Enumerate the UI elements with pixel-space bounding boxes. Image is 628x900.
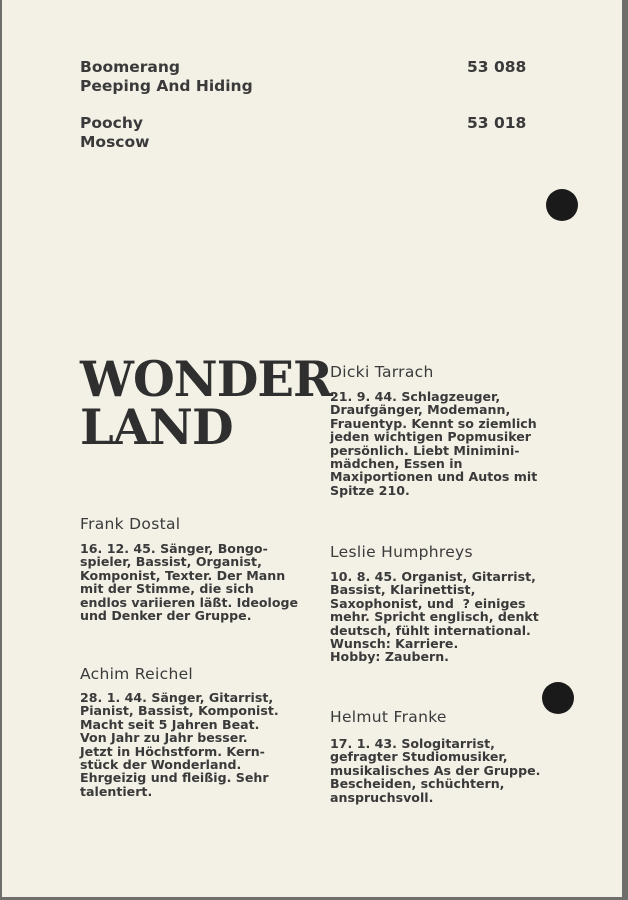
wonderland-logo: [80, 350, 337, 456]
punch-hole-top: [546, 189, 578, 221]
record-1-b-side: Peeping And Hiding: [80, 77, 253, 95]
member-name-helmut-franke: Helmut Franke: [330, 708, 447, 726]
member-name-frank-dostal: Frank Dostal: [80, 515, 181, 533]
record-2-title: Poochy: [80, 114, 143, 132]
member-name-dicki-tarrach: Dicki Tarrach: [330, 363, 434, 381]
member-bio-dicki-tarrach: 21. 9. 44. Schlagzeuger, Draufgänger, Modemann, Frauentyp. Kennt so ziemlich jeden wichtigen Popmusiker persönlich. Liebt Minimini- mädchen, Essen in Maxiportionen und Autos mit Spitze 210.: [330, 389, 538, 498]
record-1-title: Boomerang: [80, 58, 181, 76]
record-2-number: 53 018: [467, 114, 527, 132]
card: [2, 0, 622, 897]
member-name-leslie-humphreys: Leslie Humphreys: [330, 543, 473, 561]
member-bio-frank-dostal: 16. 12. 45. Sänger, Bongo- spieler, Bassist, Organist, Komponist, Texter. Der Mann mit der Stimme, die sich endlos variieren läßt. Ideologe und Denker der Gruppe.: [80, 541, 299, 624]
member-bio-achim-reichel: 28. 1. 44. Sänger, Gitarrist, Pianist, Bassist, Komponist. Macht seit 5 Jahren Beat. Von Jahr zu Jahr besser. Jetzt in Höchstform. Kern- stück der Wonderland. Ehrgeizig und fleißig. Sehr talentiert.: [80, 690, 279, 799]
member-bio-leslie-humphreys: 10. 8. 45. Organist, Gitarrist, Bassist, Klarinettist, Saxophonist, und ? einiges mehr. Spricht englisch, denkt deutsch, fühlt international. Wunsch: Karriere. Hobby: Zaubern.: [330, 569, 539, 665]
record-2-b-side: Moscow: [80, 133, 150, 151]
logo-line-1: WONDER: [80, 350, 332, 408]
logo-line-2: LAND: [80, 398, 233, 456]
punch-hole-bottom: [542, 682, 574, 714]
member-bio-helmut-franke: 17. 1. 43. Sologitarrist, gefragter Studiomusiker, musikalisches As der Gruppe. Bescheiden, schüchtern, anspruchsvoll.: [330, 736, 541, 805]
member-name-achim-reichel: Achim Reichel: [80, 665, 194, 683]
record-1-number: 53 088: [467, 58, 527, 76]
